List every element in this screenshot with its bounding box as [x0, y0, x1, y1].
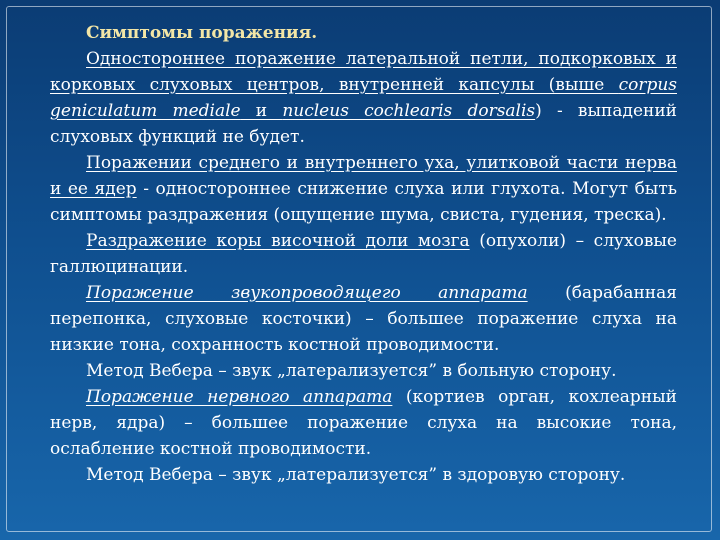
underlined-italic-text: Поражение нервного аппарата	[86, 387, 393, 407]
underlined-italic-text: Поражение звукопроводящего аппарата	[86, 283, 528, 303]
paragraph-weber-affected: Метод Вебера – звук „латерализуется” в больную сторону.	[86, 361, 617, 381]
slide-content	[50, 20, 677, 488]
paragraph-text: ) - выпадений слуховых функций не будет.	[50, 101, 678, 147]
paragraph-conductive-lesion	[50, 280, 677, 358]
paragraph-ear-lesion	[50, 150, 677, 228]
underlined-text: Раздражение коры височной доли мозга	[86, 231, 470, 251]
latin-term: corpus geniculatum mediale	[50, 75, 677, 121]
underlined-text: Поражении среднего и внутреннего уха, улитковой части нерва и ее ядер	[50, 153, 677, 199]
latin-term: nucleus cochlearis dorsalis	[282, 101, 536, 121]
slide-title: Симптомы поражения.	[86, 23, 318, 43]
underlined-text: и	[240, 101, 283, 121]
paragraph-text: - одностороннее снижение слуха или глухота. Могут быть симптомы раздражения (ощущение шума, свиста, гудения, треска).	[50, 179, 677, 225]
paragraph-text: (кортиев орган, кохлеарный нерв, ядра) – большее поражение слуха на высокие тона, ослабление костной проводимости.	[50, 387, 677, 459]
paragraph-weber-healthy: Метод Вебера – звук „латерализуется” в здоровую сторону.	[86, 465, 626, 485]
paragraph-text: (опухоли) – слуховые галлюцинации.	[50, 231, 677, 277]
paragraph-text: (барабанная перепонка, слуховые косточки) – большее поражение слуха на низкие тона, сохранность костной проводимости.	[50, 283, 677, 355]
paragraph-sensorineural-lesion	[50, 384, 677, 462]
paragraph-unilateral-lesion	[50, 46, 677, 150]
underlined-text: Одностороннее поражение латеральной петли, подкорковых и корковых слуховых центров, внутренней капсулы (выше	[50, 49, 677, 95]
paragraph-cortex-irritation	[50, 228, 677, 280]
